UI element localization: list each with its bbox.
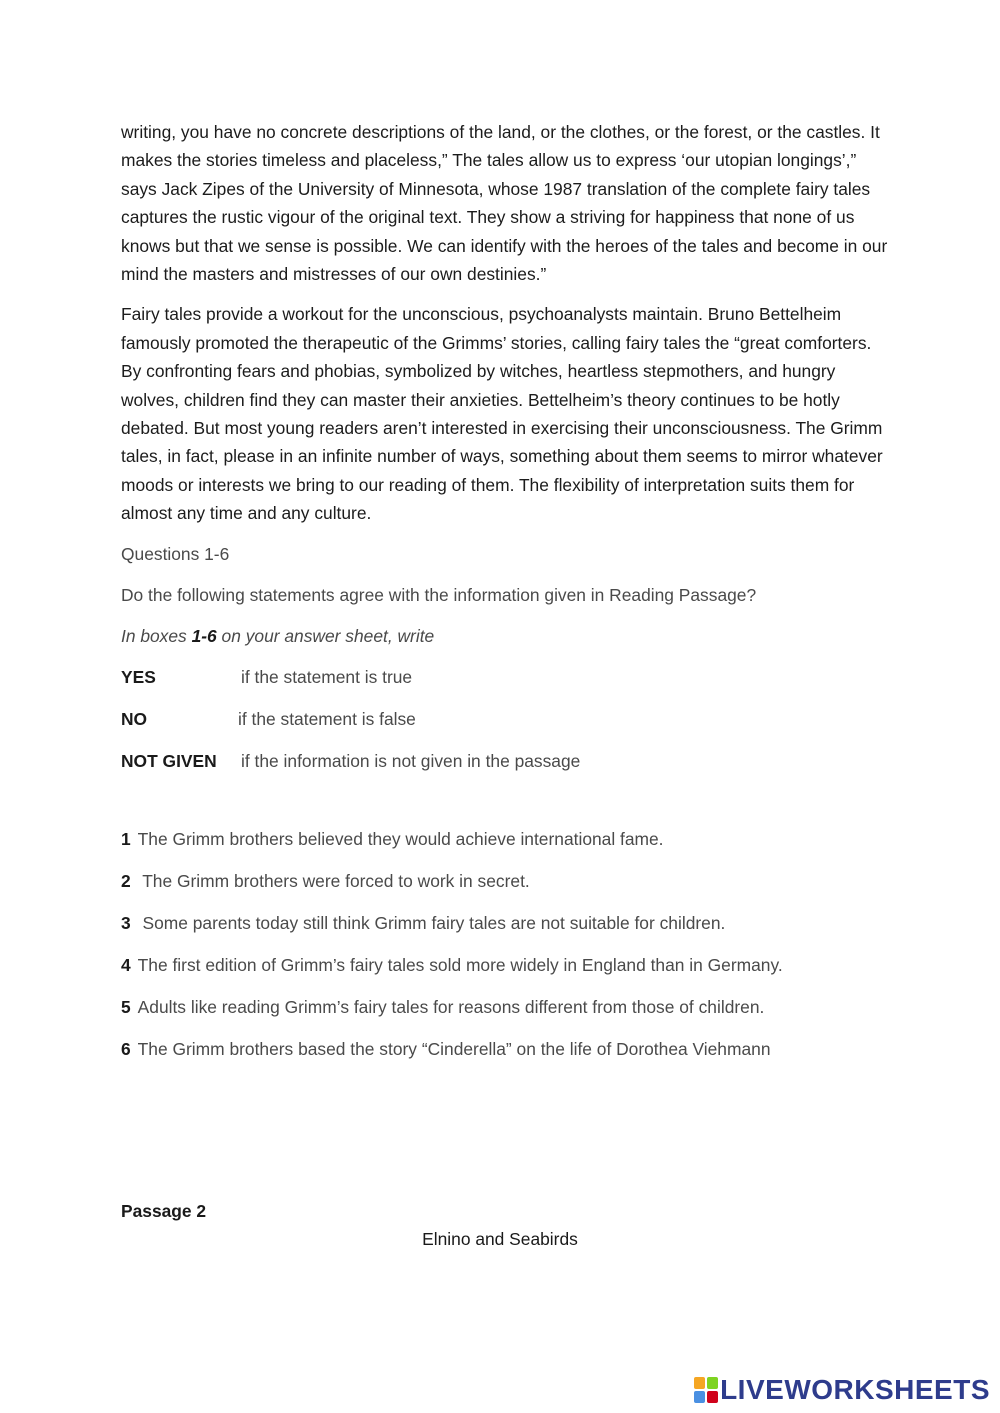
statement-number: 2 xyxy=(121,870,131,891)
key-meaning-yes: if the statement is true xyxy=(241,666,413,687)
key-term-not-given: NOT GIVEN xyxy=(121,750,217,771)
statement-number: 3 xyxy=(121,912,131,933)
liveworksheets-watermark xyxy=(694,1373,990,1407)
statement-number: 1 xyxy=(121,828,131,849)
statement-number: 5 xyxy=(121,996,131,1017)
passage-paragraph-1: writing, you have no concrete descriptions of the land, or the clothes, or the forest, or the castles. It makes the stories timeless and placeless,” The tales allow us to express ‘our utopian longings’,” says Jack Zipes of the University of Minnesota, whose 1987 translation of the complete fairy tales captures the rustic vigour of the original text. They show a striving for happiness that none of us knows but that we sense is possible. We can identify with the heroes of the tales and become in our mind the masters and mistresses of our own destinies.” xyxy=(121,122,888,285)
statement-number: 4 xyxy=(121,954,131,975)
passage-2-label: Passage 2 xyxy=(121,1201,207,1221)
questions-instruction: Do the following statements agree with the information given in Reading Passage? xyxy=(121,584,757,605)
statement-3 xyxy=(121,909,891,937)
watermark-text: LIVEWORKSHEETS xyxy=(720,1374,990,1405)
answer-prefix: In boxes xyxy=(121,625,192,646)
answer-range: 1-6 xyxy=(191,625,217,646)
key-term-no: NO xyxy=(121,708,148,729)
passage-2-title: Elnino and Seabirds xyxy=(422,1229,578,1249)
statement-text: The Grimm brothers based the story “Cinderella” on the life of Dorothea Viehmann xyxy=(137,1038,771,1059)
statement-text: The first edition of Grimm’s fairy tales sold more widely in England than in Germany. xyxy=(137,954,783,975)
liveworksheets-logo-icon xyxy=(694,1377,718,1403)
statement-2 xyxy=(121,867,891,895)
statement-1 xyxy=(121,825,891,853)
statement-4 xyxy=(121,951,891,979)
key-term-yes: YES xyxy=(121,666,156,687)
statement-text: Adults like reading Grimm’s fairy tales for reasons different from those of children. xyxy=(137,996,765,1017)
document-body xyxy=(121,118,891,1077)
key-row-yes xyxy=(121,663,891,691)
answer-sheet-instruction xyxy=(121,622,891,650)
statement-text: Some parents today still think Grimm fairy tales are not suitable for children. xyxy=(137,912,726,933)
statement-text: The Grimm brothers were forced to work in secret. xyxy=(137,870,530,891)
answer-suffix: on your answer sheet, write xyxy=(216,625,435,646)
key-meaning-no: if the statement is false xyxy=(238,708,416,729)
statement-5 xyxy=(121,993,891,1021)
statement-number: 6 xyxy=(121,1038,131,1059)
questions-heading: Questions 1-6 xyxy=(121,543,230,564)
statement-text: The Grimm brothers believed they would achieve international fame. xyxy=(137,828,664,849)
passage-paragraph-2: Fairy tales provide a workout for the unconscious, psychoanalysts maintain. Bruno Bettelheim famously promoted the therapeutic of the Grimms’ stories, calling fairy tales the “great comforters. By confronting fears and phobias, symbolized by witches, heartless stepmothers, and hungry wolves, children find they can master their anxieties. Bettelheim’s theory continues to be hotly debated. But most young readers aren’t interested in exercising their unconsciousness. The Grimm tales, in fact, please in an infinite number of ways, something about them seems to mirror whatever moods or interests we bring to our reading of them. The flexibility of interpretation suits them for almost any time and any culture. xyxy=(121,304,883,524)
key-meaning-not-given: if the information is not given in the passage xyxy=(241,750,581,771)
key-row-no xyxy=(121,705,891,733)
key-row-not-given xyxy=(121,747,891,775)
statement-list xyxy=(121,825,891,1063)
statement-6 xyxy=(121,1035,891,1063)
